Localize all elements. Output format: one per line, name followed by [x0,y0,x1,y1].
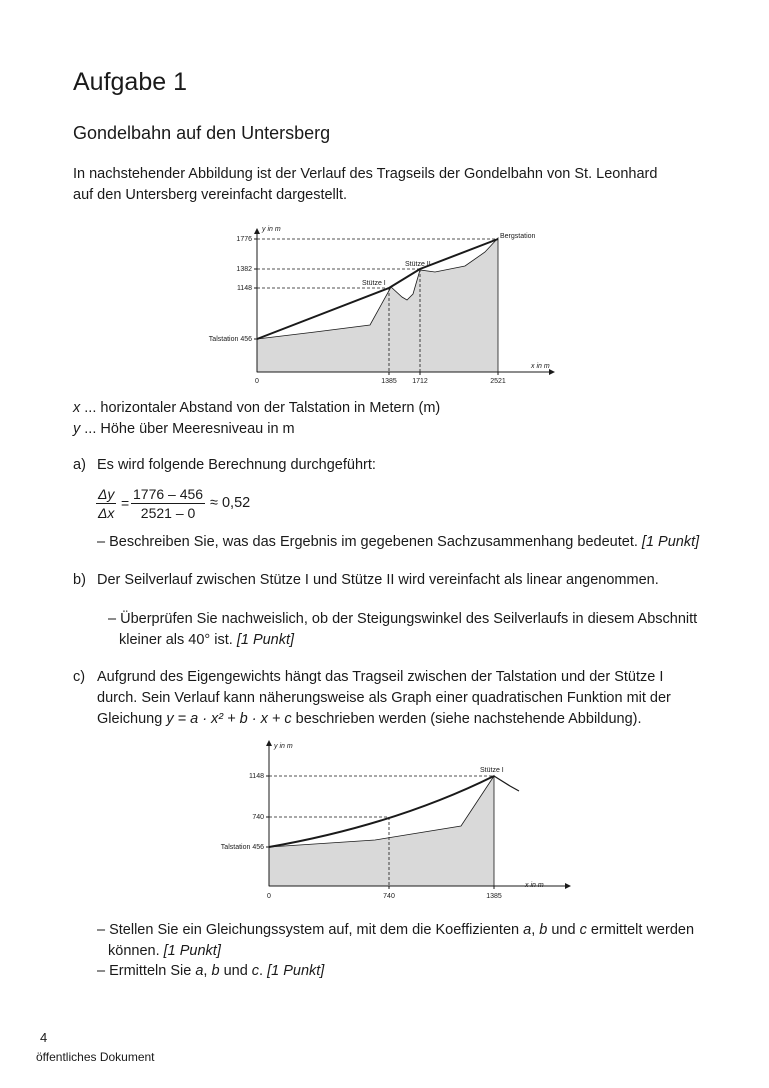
definition-x: x ... horizontaler Abstand von der Talstation in Metern (m) [73,400,441,416]
x-tick-740: 740 [383,893,395,900]
fraction-dy-dx: $\frac{\Delta y}{\Delta x}$ [98,486,115,521]
part-c-task-1: – Stellen Sie ein Gleichungssystem auf, mit dem die Koeffizienten a, b und c ermittelt werden können. [1 Punkt] [97,922,695,959]
y-tick-talstation: Talstation 456 [208,336,252,343]
part-c-text: Aufgrund des Eigengewichts hängt das Tragseil zwischen der Talstation und der Stütze I durch. Sein Verlauf kann näherungsweise als Graph einer quadratischen Funktion mit der Gleichung y = a · x² + b · x + c beschrieben werden (siehe nachstehende Abbildung). [97,669,671,727]
variable-definitions [73,398,440,440]
intro-paragraph: In nachstehender Abbildung ist der Verlauf des Tragseils der Gondelbahn von St. Leonhard auf den Untersberg vereinfacht dargestellt. [73,166,658,203]
definition-y: y ... Höhe über Meeresniveau in m [73,421,295,437]
label-bergstation: Bergstation [500,233,536,240]
y-tick-1148-b: 1148 [248,773,264,780]
part-a-points: [1 Punkt] [641,534,700,550]
page-number: 4 [40,1030,48,1045]
task-subtitle: Gondelbahn auf den Untersberg [73,123,331,143]
x-tick-0: 0 [255,378,259,385]
terrain-area [257,238,498,372]
part-c-marker: c) [73,669,86,685]
y-axis-label-2: y in m [274,743,293,750]
part-b-text: Der Seilverlauf zwischen Stütze I und Stütze II wird vereinfacht als linear angenommen. [97,572,659,588]
y-tick-1148: 1148 [236,285,252,292]
x-axis-arrow-2 [565,883,571,889]
part-c-task-2: – Ermitteln Sie a, b und c. [1 Punkt] [97,963,325,979]
equals-sign: = [121,495,130,511]
part-b-points: [1 Punkt] [236,632,295,648]
y-tick-740: 740 [252,814,264,821]
task-title: Aufgabe 1 [73,68,187,96]
label-stuetze-2: Stütze II [405,261,431,268]
x-tick-1385-b: 1385 [486,893,502,900]
cable-profile-figure [195,222,565,390]
part-c-task1-points: [1 Punkt] [163,943,221,959]
x-axis-label-2: x in m [525,882,544,889]
part-c-task2-points: [1 Punkt] [267,963,325,979]
part-b-marker: b) [73,572,86,588]
y-tick-1382: 1382 [236,266,252,273]
x-axis-arrow [549,369,555,375]
cable-continuation [494,776,519,791]
x-tick-2521: 2521 [490,378,506,385]
part-a-marker: a) [73,457,86,473]
label-stuetze-1-b: Stütze I [480,767,504,774]
fraction-values: $\frac{1776 - 456}{2521 - 0}$ [133,486,204,521]
x-tick-0-b: 0 [267,893,271,900]
y-tick-talstation-b: Talstation 456 [220,844,264,851]
y-axis-arrow [254,228,260,234]
y-tick-1776: 1776 [236,236,252,243]
part-a-text: Es wird folgende Berechnung durchgeführt: [97,457,376,473]
footer-note: öffentliches Dokument [36,1050,155,1064]
x-axis-label: x in m [531,363,550,370]
y-axis-label: y in m [262,226,281,233]
result-value: ≈ 0,52 [210,495,251,511]
quadratic-cable-figure [205,735,575,907]
label-stuetze-1: Stütze I [362,280,386,287]
x-tick-1385: 1385 [381,378,397,385]
quadratic-equation: y = a · x² + b · x + c [166,711,292,727]
y-axis-arrow-2 [266,740,272,746]
part-a-task: – Beschreiben Sie, was das Ergebnis im gegebenen Sachzusammenhang bedeutet. [1 Punkt] [97,534,700,550]
part-b-task: – Überprüfen Sie nachweislich, ob der Steigungswinkel des Seilverlaufs in diesem Abschnitt kleiner als 40° ist. [1 Punkt] [108,611,698,648]
x-tick-1712: 1712 [412,378,428,385]
